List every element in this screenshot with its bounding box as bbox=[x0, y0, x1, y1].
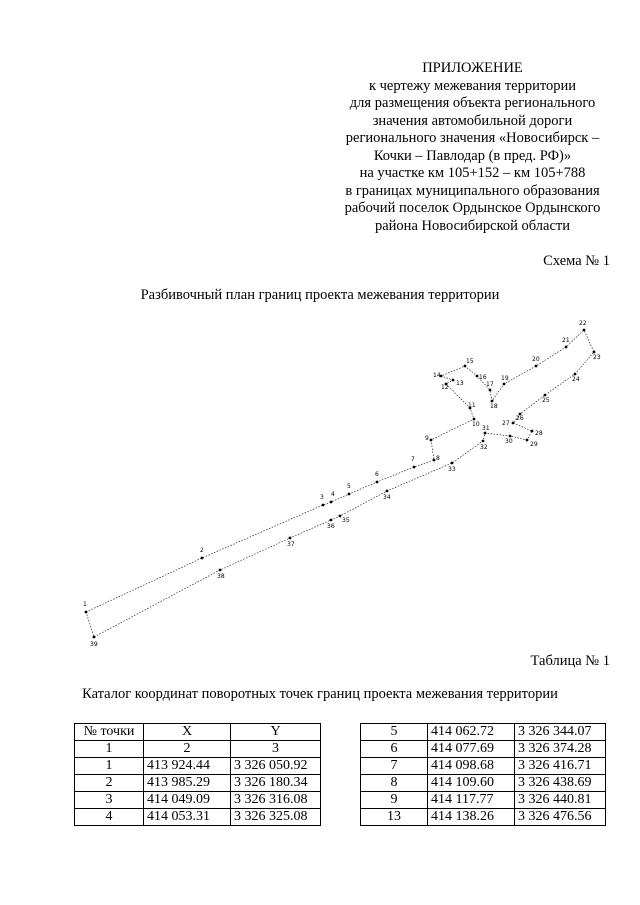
header-line: Кочки – Павлодар (в пред. РФ)» bbox=[373, 147, 572, 164]
table-cell: 413 924.44 bbox=[144, 758, 231, 775]
table-cell: 3 bbox=[75, 792, 144, 809]
point-label: 39 bbox=[90, 641, 98, 648]
table-row bbox=[75, 792, 321, 809]
header-point-number: № точки bbox=[75, 724, 144, 741]
boundary-point bbox=[430, 439, 433, 442]
boundary-point bbox=[322, 504, 325, 507]
scheme-label: Схема № 1 bbox=[543, 253, 610, 269]
point-label: 32 bbox=[480, 444, 488, 451]
header-y: Y bbox=[231, 724, 321, 741]
table-cell: 3 326 416.71 bbox=[515, 758, 606, 775]
point-label: 11 bbox=[468, 402, 476, 409]
point-label: 15 bbox=[466, 358, 474, 365]
header-line: к чертежу межевания территории bbox=[368, 77, 577, 94]
coordinates-table-left bbox=[74, 723, 321, 826]
point-label: 33 bbox=[448, 466, 456, 473]
point-label: 30 bbox=[505, 438, 513, 445]
boundary-point bbox=[348, 493, 351, 496]
boundary-point bbox=[386, 490, 389, 493]
point-label: 18 bbox=[490, 403, 498, 410]
table-cell: 3 326 316.08 bbox=[231, 792, 321, 809]
boundary-point bbox=[489, 389, 492, 392]
table-cell: 3 326 476.56 bbox=[515, 809, 606, 826]
table-index-row bbox=[75, 741, 321, 758]
point-label: 31 bbox=[482, 425, 490, 432]
table-cell: 413 985.29 bbox=[144, 775, 231, 792]
boundary-point bbox=[535, 365, 538, 368]
boundary-point bbox=[544, 394, 547, 397]
boundary-point bbox=[482, 440, 485, 443]
point-label: 29 bbox=[530, 441, 538, 448]
point-label: 37 bbox=[287, 541, 295, 548]
boundary-point bbox=[201, 557, 204, 560]
point-label: 7 bbox=[411, 456, 415, 463]
boundary-point bbox=[574, 373, 577, 376]
table-row bbox=[75, 809, 321, 826]
boundary-point bbox=[219, 569, 222, 572]
point-label: 38 bbox=[217, 573, 225, 580]
table-cell: 3 326 180.34 bbox=[231, 775, 321, 792]
point-label: 6 bbox=[375, 471, 379, 478]
header-x: X bbox=[144, 724, 231, 741]
point-label: 35 bbox=[342, 517, 350, 524]
table-row bbox=[361, 792, 606, 809]
point-label: 26 bbox=[516, 415, 524, 422]
table-cell: 3 bbox=[231, 741, 321, 758]
point-label: 14 bbox=[433, 372, 441, 379]
boundary-point bbox=[93, 636, 96, 639]
boundary-plan-drawing bbox=[0, 315, 640, 655]
boundary-point bbox=[512, 422, 515, 425]
point-label: 20 bbox=[532, 356, 540, 363]
table-cell: 3 326 325.08 bbox=[231, 809, 321, 826]
point-label: 27 bbox=[502, 420, 510, 427]
boundary-point bbox=[484, 432, 487, 435]
point-label: 19 bbox=[501, 375, 509, 382]
table-header-row bbox=[75, 724, 321, 741]
table-cell: 4 bbox=[75, 809, 144, 826]
table-cell: 3 326 374.28 bbox=[515, 741, 606, 758]
table-cell: 13 bbox=[361, 809, 428, 826]
header-line: регионального значения «Новосибирск – bbox=[345, 130, 600, 146]
plan-title: Разбивочный план границ проекта межевания территории bbox=[140, 287, 500, 303]
boundary-point bbox=[565, 346, 568, 349]
header-line: района Новосибирской области bbox=[374, 217, 571, 234]
boundary-polyline bbox=[86, 330, 594, 637]
point-label: 24 bbox=[572, 376, 580, 383]
boundary-point bbox=[526, 439, 529, 442]
table-row bbox=[361, 724, 606, 741]
table-row bbox=[361, 809, 606, 826]
point-label: 4 bbox=[331, 491, 335, 498]
boundary-point bbox=[583, 329, 586, 332]
table-cell: 8 bbox=[361, 775, 428, 792]
table-row bbox=[361, 775, 606, 792]
boundary-point bbox=[330, 519, 333, 522]
boundary-point bbox=[339, 515, 342, 518]
table-cell: 2 bbox=[144, 741, 231, 758]
table-cell: 414 109.60 bbox=[428, 775, 515, 792]
boundary-point bbox=[531, 430, 534, 433]
boundary-point bbox=[376, 481, 379, 484]
point-label: 28 bbox=[535, 430, 543, 437]
table-cell: 3 326 440.81 bbox=[515, 792, 606, 809]
table-cell: 5 bbox=[361, 724, 428, 741]
header-line: рабочий поселок Ордынское Ордынского bbox=[344, 200, 601, 216]
point-label: 10 bbox=[472, 421, 480, 428]
point-label: 23 bbox=[593, 354, 601, 361]
point-label: 1 bbox=[83, 601, 87, 608]
header-line: для размещения объекта регионального bbox=[349, 95, 596, 111]
boundary-point bbox=[85, 611, 88, 614]
point-label: 36 bbox=[327, 523, 335, 530]
point-label: 16 bbox=[479, 374, 487, 381]
boundary-point bbox=[289, 537, 292, 540]
appendix-header bbox=[320, 60, 625, 235]
table-cell: 1 bbox=[75, 758, 144, 775]
table-cell: 3 326 050.92 bbox=[231, 758, 321, 775]
point-label: 2 bbox=[200, 547, 204, 554]
point-label: 12 bbox=[441, 384, 449, 391]
table-cell: 3 326 438.69 bbox=[515, 775, 606, 792]
point-label: 8 bbox=[436, 455, 440, 462]
header-line: ПРИЛОЖЕНИЕ bbox=[422, 60, 523, 76]
table-row bbox=[75, 775, 321, 792]
point-label: 22 bbox=[579, 320, 587, 327]
table-cell: 2 bbox=[75, 775, 144, 792]
boundary-point bbox=[452, 379, 455, 382]
table-cell: 414 053.31 bbox=[144, 809, 231, 826]
table-cell: 414 062.72 bbox=[428, 724, 515, 741]
point-label: 25 bbox=[542, 397, 550, 404]
point-label: 34 bbox=[383, 494, 391, 501]
boundary-point bbox=[464, 365, 467, 368]
header-line: в границах муниципального образования bbox=[345, 182, 600, 199]
boundary-point bbox=[476, 375, 479, 378]
table-cell: 414 077.69 bbox=[428, 741, 515, 758]
table-cell: 414 049.09 bbox=[144, 792, 231, 809]
table-row bbox=[361, 741, 606, 758]
table-cell: 6 bbox=[361, 741, 428, 758]
point-label: 5 bbox=[347, 483, 351, 490]
table-cell: 3 326 344.07 bbox=[515, 724, 606, 741]
boundary-point bbox=[593, 351, 596, 354]
boundary-point bbox=[473, 418, 476, 421]
table-cell: 9 bbox=[361, 792, 428, 809]
table-label: Таблица № 1 bbox=[530, 653, 610, 669]
table-row bbox=[75, 758, 321, 775]
boundary-point bbox=[451, 462, 454, 465]
boundary-point bbox=[503, 383, 506, 386]
boundary-point bbox=[491, 400, 494, 403]
boundary-point bbox=[433, 459, 436, 462]
point-label: 9 bbox=[425, 435, 429, 442]
point-label: 3 bbox=[320, 494, 324, 501]
point-label: 21 bbox=[562, 337, 570, 344]
table-cell: 414 098.68 bbox=[428, 758, 515, 775]
table-cell: 414 117.77 bbox=[428, 792, 515, 809]
table-cell: 414 138.26 bbox=[428, 809, 515, 826]
header-line: на участке км 105+152 – км 105+788 bbox=[359, 165, 586, 181]
boundary-line bbox=[86, 330, 594, 637]
catalog-title: Каталог координат поворотных точек границ проекта межевания территории bbox=[82, 686, 558, 702]
boundary-point bbox=[509, 435, 512, 438]
table-cell: 1 bbox=[75, 741, 144, 758]
table-cell: 7 bbox=[361, 758, 428, 775]
point-label: 13 bbox=[456, 380, 464, 387]
point-label: 17 bbox=[486, 381, 494, 388]
header-line: значения автомобильной дороги bbox=[372, 112, 573, 129]
boundary-point bbox=[330, 501, 333, 504]
boundary-points bbox=[83, 320, 601, 648]
table-row bbox=[361, 758, 606, 775]
boundary-point bbox=[413, 466, 416, 469]
coordinates-table-right bbox=[360, 723, 606, 826]
